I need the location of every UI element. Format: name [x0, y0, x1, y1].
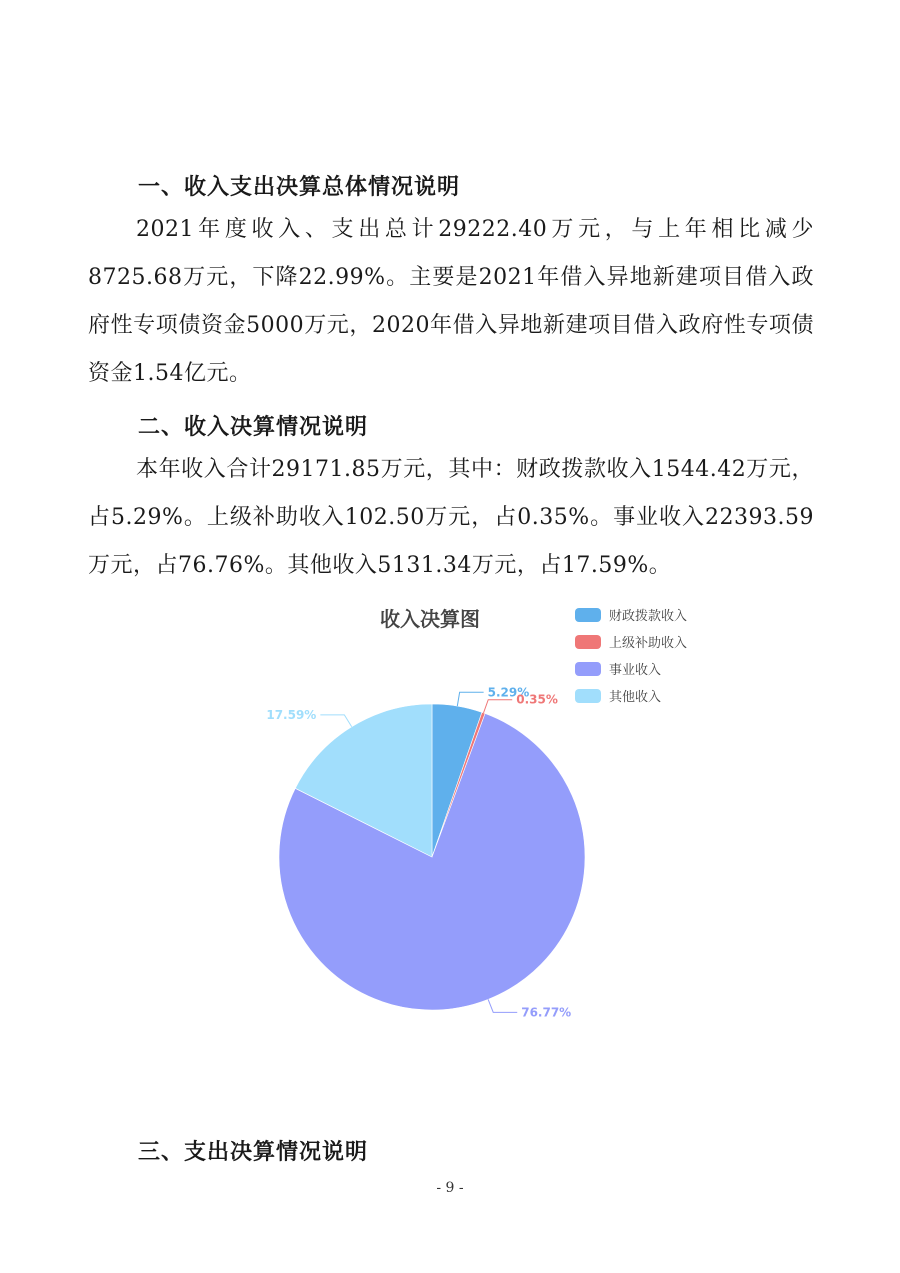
section2-body: 本年收入合计29171.85万元，其中：财政拨款收入1544.42万元，占5.29%。上级补助收入102.50万元，占0.35%。事业收入22393.59万元，占76.76%。其他收入5131.34万元，占17.59%。 — [88, 457, 814, 578]
legend-label: 其他收入 — [609, 690, 662, 705]
section1-body: 2021年度收入、支出总计29222.40万元，与上年相比减少8725.68万元，下降22.99%。主要是2021年借入异地新建项目借入政府性专项债资金5000万元，2020年借入异地新建项目借入政府性专项债资金1.54亿元。 — [88, 217, 814, 386]
pie-leader-line — [457, 692, 483, 706]
pie-svg — [250, 595, 690, 1035]
legend-label: 上级补助收入 — [609, 636, 688, 651]
section3-heading: 三、支出决算情况说明 — [138, 1140, 369, 1165]
pie-data-label: 17.59% — [266, 707, 317, 722]
income-pie-chart — [250, 595, 690, 1035]
section1-heading: 一、收入支出决算总体情况说明 — [138, 175, 461, 200]
pie-leader-line — [320, 715, 351, 727]
chart-title: 收入决算图 — [380, 607, 480, 631]
section2-heading: 二、收入决算情况说明 — [138, 415, 369, 440]
page-number: - 9 - — [436, 1180, 464, 1196]
pie-data-label: 5.29% — [487, 685, 530, 700]
pie-leader-line — [484, 700, 513, 713]
pie-data-label: 0.35% — [516, 692, 558, 707]
legend-label: 事业收入 — [609, 663, 662, 678]
pie-leader-line — [488, 999, 517, 1012]
pie-data-label: 76.77% — [521, 1005, 572, 1020]
legend-label: 财政拨款收入 — [609, 609, 688, 624]
